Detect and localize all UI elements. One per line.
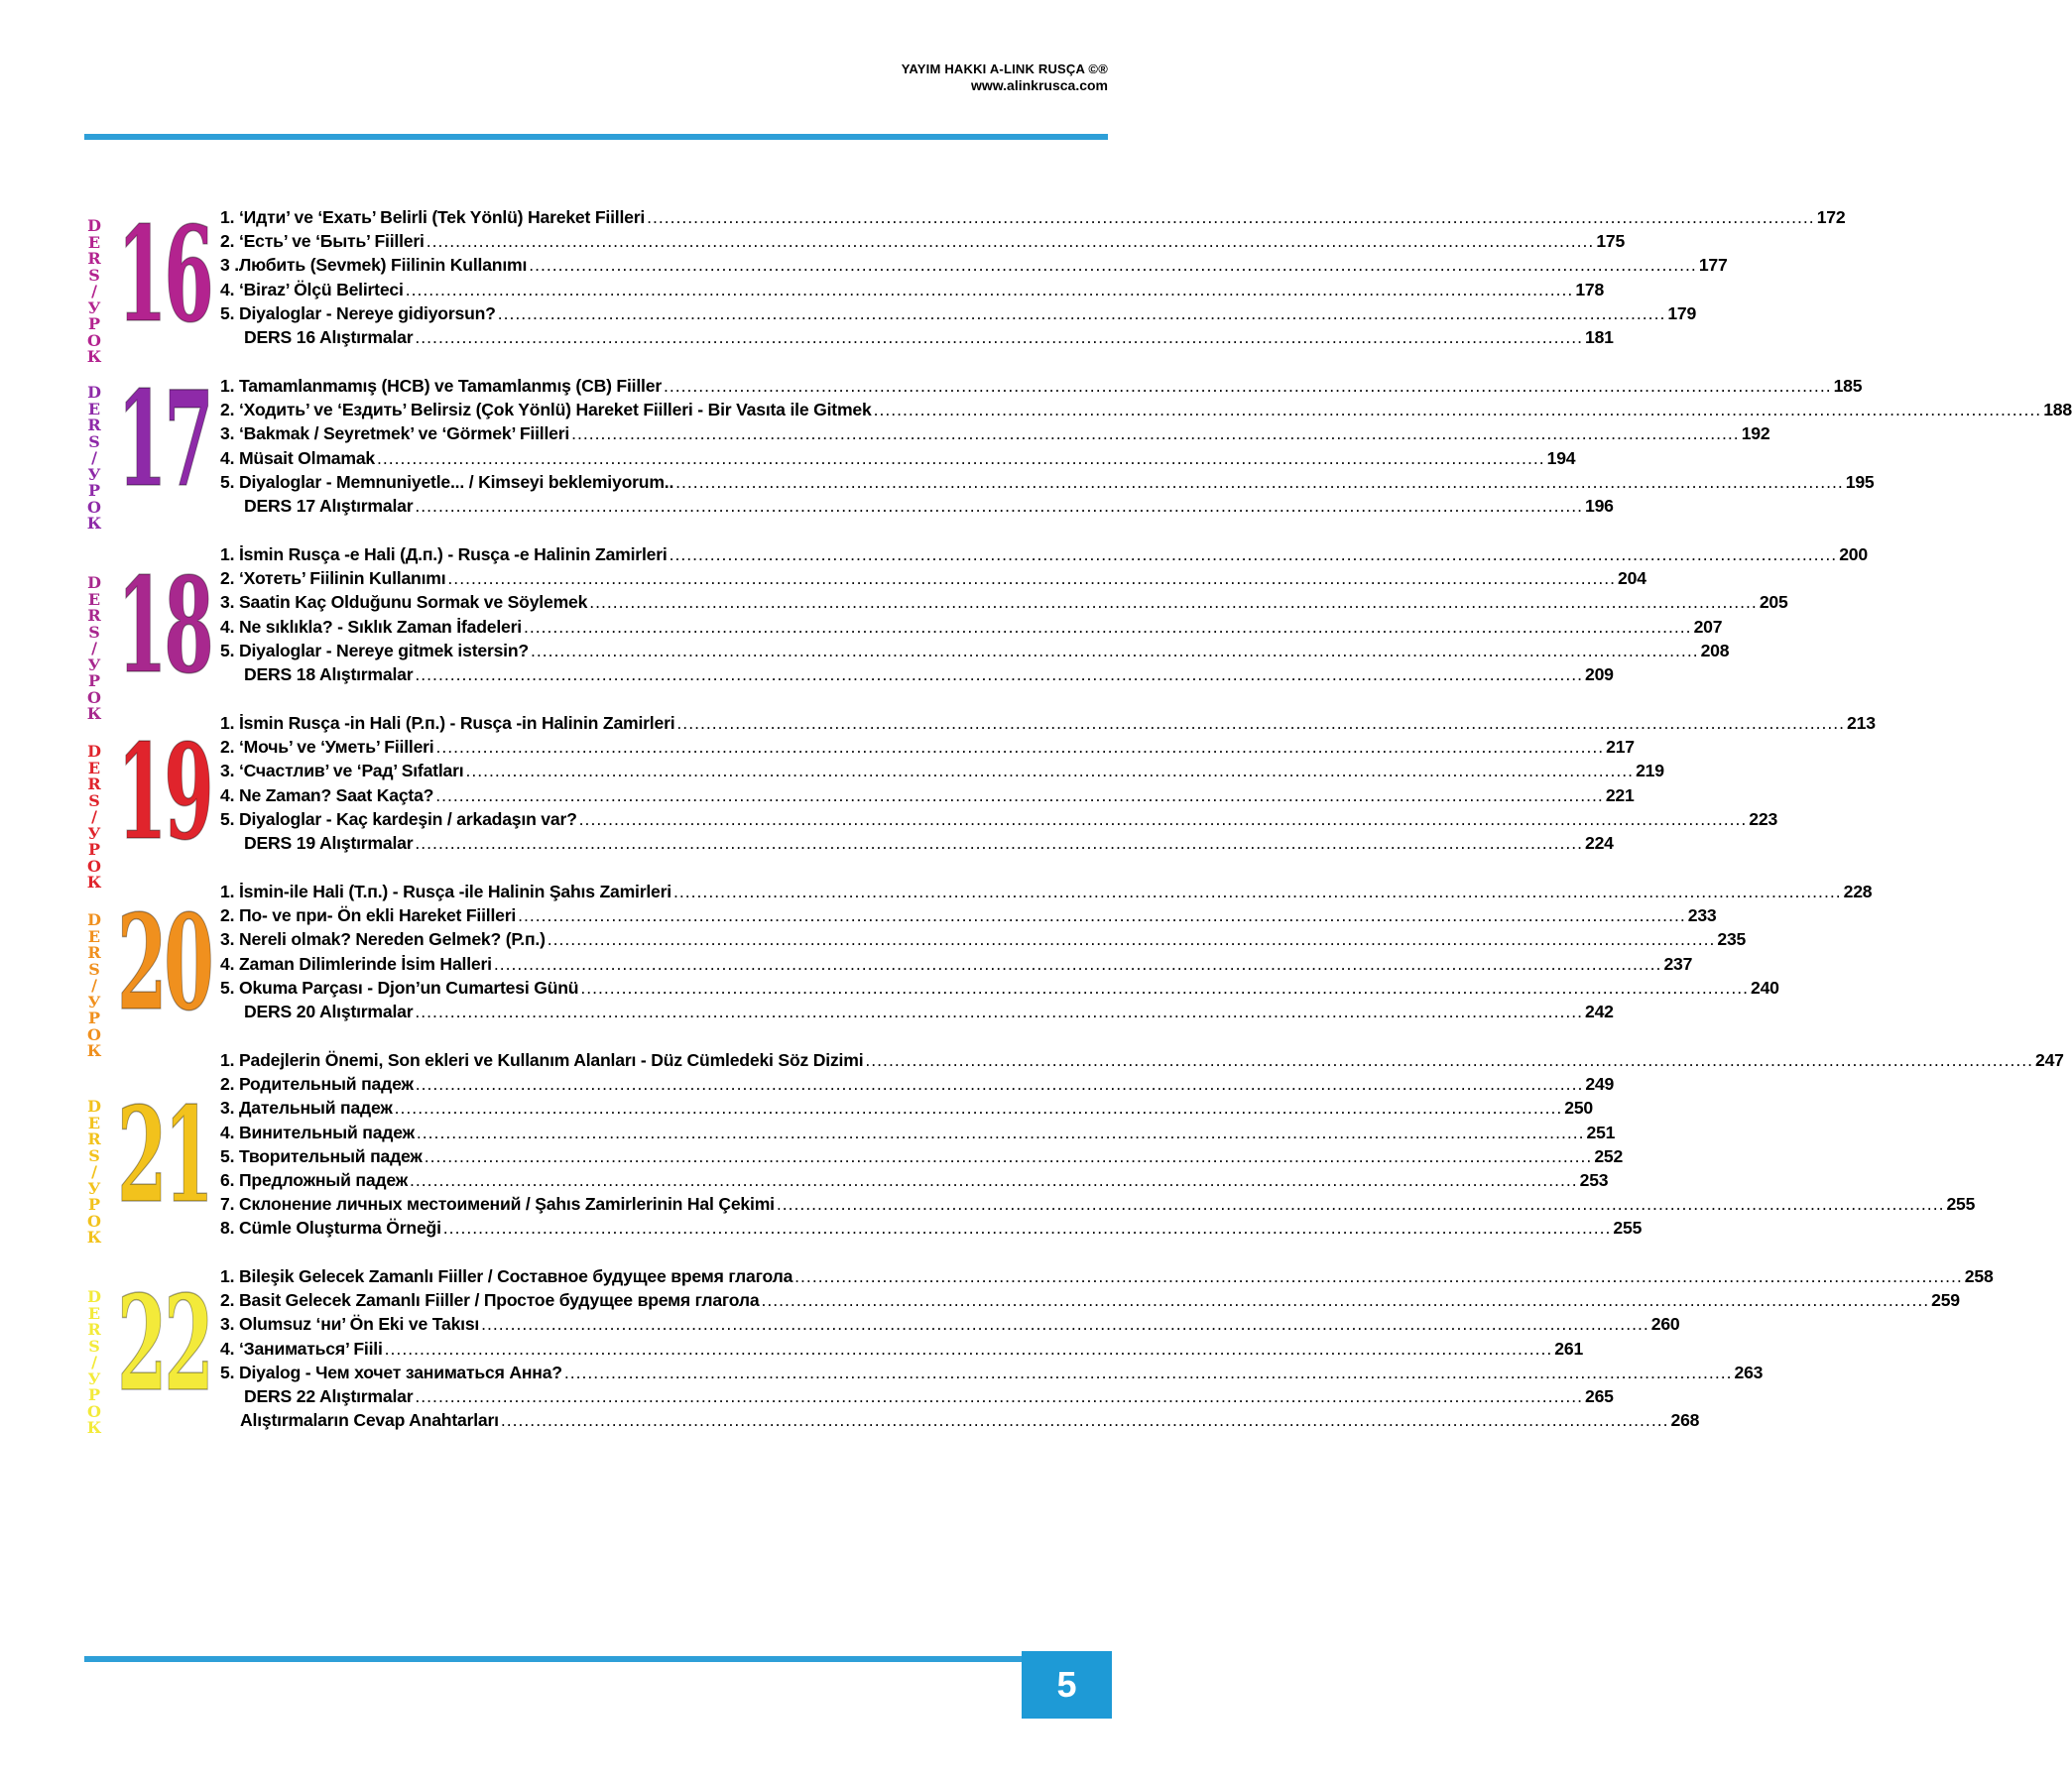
toc-entry[interactable]: [220, 444, 1576, 468]
vertical-label-letter: К: [86, 1228, 102, 1247]
toc-entry-title: DERS 16 Alıştırmalar: [244, 326, 414, 347]
lesson-contents-list: [220, 373, 2072, 517]
toc-entry-page: 178: [1575, 279, 1605, 299]
lesson-number: 19: [117, 716, 211, 870]
dot-leader: ........................................................................................................................................................................................................: [447, 568, 1617, 589]
toc-entry[interactable]: [220, 781, 1635, 805]
toc-entry[interactable]: [220, 1287, 1960, 1311]
toc-entry-page: 268: [1670, 1410, 1700, 1431]
toc-entry-page: 217: [1606, 737, 1635, 758]
vertical-label-letter: S: [88, 265, 100, 285]
vertical-label-letter: Р: [87, 1195, 101, 1214]
vertical-label-letter: S: [88, 790, 100, 810]
copyright-text: YAYIM HAKKI A-LINK RUSÇA ©®: [901, 61, 1108, 76]
vertical-label-letter: /: [91, 976, 97, 995]
toc-entry-page: 223: [1749, 808, 1778, 829]
toc-entry-title: 5. Творительный падеж: [220, 1145, 423, 1166]
toc-entry-page: 172: [1816, 206, 1846, 227]
toc-entry-page: 224: [1585, 832, 1614, 853]
dot-leader: ........................................................................................................................................................................................................: [410, 1169, 1578, 1190]
vertical-label-letter: S: [88, 431, 100, 451]
toc-entry-title: 1. Padejlerin Önemi, Son ekleri ve Kullanım Alanları - Düz Cümledeki Söz Dizimi: [220, 1049, 864, 1070]
toc-entry[interactable]: [220, 1263, 1994, 1287]
toc-entry[interactable]: [220, 397, 2072, 420]
dot-leader: ........................................................................................................................................................................................................: [523, 616, 1692, 637]
toc-entry-title: 3. Nereli olmak? Nereden Gelmek? (Р.п.): [220, 929, 546, 950]
toc-entry-title: 1. İsmin-ile Hali (Т.п.) - Rusça -ile Halinin Şahıs Zamirleri: [220, 881, 671, 901]
dot-leader: ........................................................................................................................................................................................................: [435, 784, 1604, 805]
vertical-label-letter: R: [87, 249, 101, 268]
dot-leader: ........................................................................................................................................................................................................: [435, 737, 1605, 758]
toc-entry[interactable]: [220, 1095, 1594, 1119]
toc-entry-page: 237: [1663, 953, 1693, 974]
website-url[interactable]: www.alinkrusca.com: [971, 77, 1108, 93]
dot-leader: ........................................................................................................................................................................................................: [424, 1145, 1593, 1166]
dot-leader: ........................................................................................................................................................................................................: [571, 423, 1740, 444]
toc-entry[interactable]: [220, 950, 1693, 974]
toc-entry-page: 200: [1839, 543, 1868, 564]
dot-leader: ........................................................................................................................................................................................................: [873, 400, 2042, 420]
dot-leader: ........................................................................................................................................................................................................: [415, 832, 1584, 853]
vertical-label-letter: У: [87, 654, 101, 674]
dot-leader: ........................................................................................................................................................................................................: [676, 712, 1846, 733]
vertical-label-letter: E: [87, 399, 101, 418]
dot-leader: ........................................................................................................................................................................................................: [580, 977, 1749, 998]
toc-entry-page: 196: [1585, 495, 1614, 516]
toc-entry-page: 228: [1843, 881, 1873, 901]
lesson-vertical-label: [83, 744, 105, 892]
toc-entry-page: 247: [2035, 1049, 2064, 1070]
dot-leader: ........................................................................................................................................................................................................: [647, 206, 1815, 227]
dot-leader: ........................................................................................................................................................................................................: [497, 302, 1666, 323]
vertical-label-letter: О: [87, 1211, 101, 1231]
lesson-vertical-label: [83, 1289, 105, 1437]
lesson-contents-list: [220, 204, 1846, 348]
toc-entry-title: 3. ‘Счастлив’ ve ‘Рад’ Sıfatları: [220, 761, 464, 781]
toc-entry-title: 8. Cümle Oluşturma Örneği: [220, 1218, 441, 1239]
toc-entry-page: 242: [1585, 1001, 1614, 1021]
vertical-label-letter: /: [91, 1162, 97, 1181]
toc-entry-title: 2. Родительный падеж: [220, 1074, 414, 1095]
toc-entry-page: 265: [1585, 1385, 1614, 1406]
toc-entry[interactable]: [220, 926, 1747, 950]
vertical-label-letter: E: [87, 926, 101, 946]
dot-leader: ........................................................................................................................................................................................................: [415, 663, 1584, 684]
toc-entry-title: 5. Diyaloglar - Nereye gidiyorsun?: [220, 302, 496, 323]
toc-entry-page: 213: [1847, 712, 1876, 733]
vertical-label-letter: R: [87, 774, 101, 793]
lesson-vertical-label: [83, 218, 105, 366]
vertical-label-letter: D: [87, 1097, 101, 1116]
vertical-label-letter: /: [91, 639, 97, 657]
toc-entry-title: 7. Склонение личных местоимений / Şahıs Zamirlerinin Hal Çekimi: [220, 1194, 775, 1215]
vertical-label-letter: /: [91, 282, 97, 300]
toc-entry[interactable]: [220, 420, 1770, 444]
toc-entry[interactable]: [220, 1335, 1584, 1359]
page-number: 5: [1022, 1651, 1112, 1719]
vertical-label-letter: /: [91, 1353, 97, 1371]
toc-entry-title: 5. Diyaloglar - Memnuniyetle... / Kimseyi beklemiyorum..: [220, 471, 674, 492]
toc-entry-title: Alıştırmaların Cevap Anahtarları: [240, 1410, 499, 1431]
dot-leader: ........................................................................................................................................................................................................: [493, 953, 1662, 974]
toc-entry-title: DERS 20 Alıştırmalar: [244, 1001, 414, 1021]
vertical-label-letter: R: [87, 416, 101, 434]
toc-entry-page: 253: [1579, 1169, 1609, 1190]
vertical-label-letter: R: [87, 943, 101, 962]
lesson-vertical-label: [83, 912, 105, 1060]
toc-entry-page: 259: [1931, 1290, 1960, 1311]
dot-leader: ........................................................................................................................................................................................................: [481, 1314, 1649, 1335]
vertical-label-letter: О: [87, 856, 101, 876]
vertical-label-letter: У: [87, 298, 101, 317]
vertical-label-letter: О: [87, 497, 101, 517]
toc-entry-title: 2. ‘Хотеть’ Fiilinin Kullanımı: [220, 568, 446, 589]
toc-entry[interactable]: [220, 613, 1723, 637]
toc-entry-page: 209: [1585, 663, 1614, 684]
dot-leader: ........................................................................................................................................................................................................: [761, 1290, 1930, 1311]
toc-entry[interactable]: [220, 1407, 1700, 1431]
vertical-label-letter: D: [87, 742, 101, 761]
toc-entry-page: 207: [1693, 616, 1723, 637]
toc-entry-title: 4. ‘Biraz’ Ölçü Belirteci: [220, 279, 404, 299]
toc-entry[interactable]: [220, 1215, 1643, 1239]
vertical-label-letter: О: [87, 1401, 101, 1421]
toc-entry-page: 251: [1586, 1122, 1616, 1142]
toc-entry[interactable]: [220, 758, 1664, 781]
toc-entry-title: 2. По- ve при- Ön ekli Hareket Fiilleri: [220, 905, 517, 926]
vertical-label-letter: У: [87, 1178, 101, 1198]
toc-entry-page: 255: [1946, 1194, 1976, 1215]
lesson-contents-list: [220, 879, 1873, 1022]
toc-entry-page: 175: [1596, 231, 1626, 252]
toc-entry-page: 255: [1613, 1218, 1643, 1239]
lesson-number: 21: [117, 1079, 211, 1233]
toc-entry-page: 204: [1618, 568, 1646, 589]
dot-leader: ........................................................................................................................................................................................................: [563, 1362, 1733, 1382]
vertical-label-letter: У: [87, 823, 101, 843]
toc-entry-page: 208: [1700, 640, 1730, 660]
toc-entry[interactable]: [220, 661, 1614, 685]
toc-entry-page: 233: [1687, 905, 1717, 926]
toc-entry-title: 2. ‘Есть’ ve ‘Быть’ Fiilleri: [220, 231, 425, 252]
dot-leader: ........................................................................................................................................................................................................: [530, 640, 1699, 660]
vertical-label-letter: К: [86, 704, 102, 723]
toc-entry-title: 5. Okuma Parçası - Djon’un Cumartesi Günü: [220, 977, 579, 998]
bottom-divider: [84, 1656, 1108, 1662]
dot-leader: ........................................................................................................................................................................................................: [589, 592, 1758, 613]
vertical-label-letter: К: [86, 347, 102, 366]
vertical-label-letter: D: [87, 573, 101, 592]
vertical-label-letter: Р: [87, 1385, 101, 1404]
toc-entry-title: 2. Basit Gelecek Zamanlı Fiiller / Простое будущее время глагола: [220, 1290, 760, 1311]
toc-entry-page: 194: [1546, 447, 1576, 468]
toc-entry-title: 5. Diyalog - Чем хочет заниматься Анна?: [220, 1362, 562, 1382]
vertical-label-letter: S: [88, 1336, 100, 1356]
toc-entry[interactable]: [220, 1360, 1764, 1383]
toc-entry[interactable]: [220, 830, 1614, 854]
toc-entry[interactable]: [220, 204, 1846, 228]
toc-entry-title: DERS 19 Alıştırmalar: [244, 832, 414, 853]
lesson-contents-list: [220, 541, 1868, 685]
toc-entry-title: 4. Zaman Dilimlerinde İsim Halleri: [220, 953, 492, 974]
lesson-vertical-label: [83, 575, 105, 723]
toc-entry-title: 1. Tamamlanmamış (НСВ) ve Tamamlanmış (СВ) Fiiller: [220, 375, 662, 396]
toc-entry-page: 258: [1964, 1265, 1994, 1286]
toc-entry-page: 195: [1845, 471, 1875, 492]
dot-leader: ........................................................................................................................................................................................................: [578, 808, 1748, 829]
dot-leader: ........................................................................................................................................................................................................: [416, 1122, 1585, 1142]
lesson-number: 16: [117, 198, 211, 352]
toc-entry-page: 261: [1554, 1338, 1584, 1359]
toc-entry[interactable]: [220, 300, 1697, 324]
dot-leader: ........................................................................................................................................................................................................: [865, 1049, 2034, 1070]
toc-entry[interactable]: [220, 228, 1626, 252]
vertical-label-letter: У: [87, 992, 101, 1012]
vertical-label-letter: У: [87, 464, 101, 484]
toc-entry[interactable]: [220, 902, 1717, 926]
lesson-vertical-label: [83, 1099, 105, 1247]
toc-entry-page: 240: [1750, 977, 1779, 998]
toc-entry-title: 3. Дательный падеж: [220, 1098, 393, 1119]
toc-entry-page: 185: [1833, 375, 1863, 396]
toc-entry[interactable]: [220, 734, 1635, 758]
vertical-label-letter: Р: [87, 671, 101, 690]
dot-leader: ........................................................................................................................................................................................................: [669, 543, 1838, 564]
toc-entry[interactable]: [220, 1383, 1614, 1407]
toc-entry-page: 219: [1636, 761, 1664, 781]
toc-entry-title: DERS 22 Alıştırmalar: [244, 1385, 414, 1406]
toc-entry[interactable]: [220, 493, 1614, 517]
toc-entry[interactable]: [220, 276, 1605, 299]
toc-entry-page: 263: [1734, 1362, 1764, 1382]
vertical-label-letter: D: [87, 383, 101, 402]
toc-entry[interactable]: [220, 1311, 1680, 1335]
toc-entry-page: 177: [1698, 255, 1728, 276]
vertical-label-letter: К: [86, 514, 102, 533]
lesson-number: 18: [117, 549, 211, 703]
toc-entry-page: 250: [1564, 1098, 1594, 1119]
toc-entry[interactable]: [220, 1191, 1976, 1215]
vertical-label-letter: У: [87, 1368, 101, 1388]
vertical-label-letter: /: [91, 807, 97, 826]
vertical-label-letter: E: [87, 232, 101, 252]
vertical-label-letter: О: [87, 330, 101, 350]
toc-entry-title: 4. Müsait Olmamak: [220, 447, 375, 468]
toc-entry-title: 5. Diyaloglar - Kaç kardeşin / arkadaşın var?: [220, 808, 577, 829]
vertical-label-letter: Р: [87, 1009, 101, 1027]
toc-entry[interactable]: [220, 324, 1614, 348]
lesson-contents-list: [220, 710, 1876, 854]
lesson-number: 22: [117, 1267, 211, 1421]
toc-entry-title: 3. Saatin Kaç Olduğunu Sormak ve Söylemek: [220, 592, 588, 613]
toc-entry-page: 179: [1667, 302, 1697, 323]
vertical-label-letter: О: [87, 687, 101, 707]
dot-leader: ........................................................................................................................................................................................................: [675, 471, 1844, 492]
vertical-label-letter: S: [88, 1145, 100, 1165]
toc-entry-title: 3. ‘Bakmak / Seyretmek’ ve ‘Görmek’ Fiilleri: [220, 423, 570, 444]
vertical-label-letter: E: [87, 758, 101, 777]
toc-entry-title: 2. ‘Мочь’ ve ‘Уметь’ Fiilleri: [220, 737, 434, 758]
toc-entry-title: 4. Ne sıklıkla? - Sıklık Zaman İfadeleri: [220, 616, 522, 637]
toc-entry-title: 1. İsmin Rusça -e Hali (Д.п.) - Rusça -e Halinin Zamirleri: [220, 543, 668, 564]
toc-entry[interactable]: [220, 541, 1868, 565]
toc-entry-title: 5. Diyaloglar - Nereye gitmek istersin?: [220, 640, 529, 660]
toc-entry[interactable]: [220, 975, 1779, 999]
toc-entry-page: 221: [1605, 784, 1635, 805]
toc-entry-title: 4. Ne Zaman? Saat Kaçta?: [220, 784, 434, 805]
dot-leader: ........................................................................................................................................................................................................: [405, 279, 1574, 299]
vertical-label-letter: E: [87, 589, 101, 609]
dot-leader: ........................................................................................................................................................................................................: [794, 1265, 1963, 1286]
vertical-label-letter: К: [86, 1418, 102, 1437]
vertical-label-letter: S: [88, 622, 100, 642]
dot-leader: ........................................................................................................................................................................................................: [415, 495, 1584, 516]
dot-leader: ........................................................................................................................................................................................................: [663, 375, 1832, 396]
toc-entry[interactable]: [220, 1167, 1609, 1191]
vertical-label-letter: E: [87, 1303, 101, 1323]
toc-entry-title: DERS 18 Alıştırmalar: [244, 663, 414, 684]
toc-entry-title: 3 .Любить (Sevmek) Fiilinin Kullanımı: [220, 255, 528, 276]
vertical-label-letter: S: [88, 959, 100, 979]
vertical-label-letter: К: [86, 1041, 102, 1060]
dot-leader: ........................................................................................................................................................................................................: [465, 761, 1635, 781]
toc-entry-page: 235: [1717, 929, 1747, 950]
vertical-label-letter: E: [87, 1113, 101, 1132]
vertical-label-letter: R: [87, 606, 101, 625]
toc-entry-page: 205: [1759, 592, 1788, 613]
dot-leader: ........................................................................................................................................................................................................: [394, 1098, 1563, 1119]
vertical-label-letter: D: [87, 910, 101, 929]
lesson-number: 20: [117, 887, 211, 1040]
toc-entry[interactable]: [220, 1143, 1624, 1167]
lesson-contents-list: [220, 1263, 1994, 1431]
vertical-label-letter: R: [87, 1320, 101, 1339]
dot-leader: ........................................................................................................................................................................................................: [415, 1074, 1584, 1095]
dot-leader: ........................................................................................................................................................................................................: [547, 929, 1716, 950]
vertical-label-letter: R: [87, 1130, 101, 1148]
toc-entry-title: 3. Olumsuz ‘ни’ Ön Eki ve Takısı: [220, 1314, 480, 1335]
toc-entry[interactable]: [220, 638, 1730, 661]
dot-leader: ........................................................................................................................................................................................................: [426, 231, 1595, 252]
vertical-label-letter: О: [87, 1024, 101, 1044]
dot-leader: ........................................................................................................................................................................................................: [442, 1218, 1612, 1239]
toc-entry-title: 1. Bileşik Gelecek Zamanlı Fiiller / Составное будущее время глагола: [220, 1265, 793, 1286]
toc-entry-page: 249: [1585, 1074, 1615, 1095]
toc-entry[interactable]: [220, 999, 1614, 1022]
toc-entry-page: 188: [2043, 400, 2072, 420]
toc-entry[interactable]: [220, 589, 1788, 613]
toc-entry[interactable]: [220, 1047, 2064, 1071]
toc-entry-title: 1. ‘Идти’ ve ‘Ехать’ Belirli (Tek Yönlü) Hareket Fiilleri: [220, 206, 646, 227]
vertical-label-letter: Р: [87, 840, 101, 859]
toc-entry-title: 4. Винительный падеж: [220, 1122, 415, 1142]
dot-leader: ........................................................................................................................................................................................................: [518, 905, 1686, 926]
dot-leader: ........................................................................................................................................................................................................: [415, 326, 1584, 347]
dot-leader: ........................................................................................................................................................................................................: [384, 1338, 1553, 1359]
toc-entry[interactable]: [220, 565, 1646, 589]
vertical-label-letter: К: [86, 873, 102, 892]
toc-entry-title: 4. ‘Заниматься’ Fiili: [220, 1338, 383, 1359]
toc-entry-title: 2. ‘Ходить’ ve ‘Ездить’ Belirsiz (Çok Yönlü) Hareket Fiilleri - Bir Vasıta ile Gitmek: [220, 400, 872, 420]
toc-entry[interactable]: [220, 1119, 1616, 1142]
toc-entry-page: 260: [1650, 1314, 1680, 1335]
vertical-label-letter: D: [87, 216, 101, 235]
toc-entry-page: 192: [1741, 423, 1770, 444]
dot-leader: ........................................................................................................................................................................................................: [376, 447, 1545, 468]
toc-entry[interactable]: [220, 373, 1863, 397]
vertical-label-letter: Р: [87, 481, 101, 500]
toc-entry-title: DERS 17 Alıştırmalar: [244, 495, 414, 516]
lesson-number: 17: [117, 363, 211, 517]
toc-entry[interactable]: [220, 710, 1876, 734]
vertical-label-letter: Р: [87, 314, 101, 333]
toc-entry-page: 252: [1594, 1145, 1624, 1166]
vertical-label-letter: /: [91, 448, 97, 467]
dot-leader: ........................................................................................................................................................................................................: [776, 1194, 1945, 1215]
lesson-vertical-label: [83, 385, 105, 533]
toc-entry[interactable]: [220, 469, 1875, 493]
dot-leader: ........................................................................................................................................................................................................: [672, 881, 1842, 901]
dot-leader: ........................................................................................................................................................................................................: [415, 1385, 1584, 1406]
toc-entry-page: 181: [1585, 326, 1614, 347]
toc-entry[interactable]: [220, 806, 1778, 830]
dot-leader: ........................................................................................................................................................................................................: [529, 255, 1697, 276]
toc-entry-title: 1. İsmin Rusça -in Hali (Р.п.) - Rusça -in Halinin Zamirleri: [220, 712, 675, 733]
toc-entry[interactable]: [220, 879, 1873, 902]
toc-entry-title: 6. Предложный падеж: [220, 1169, 409, 1190]
lesson-contents-list: [220, 1047, 2064, 1240]
vertical-label-letter: D: [87, 1287, 101, 1306]
toc-entry[interactable]: [220, 1071, 1615, 1095]
dot-leader: ........................................................................................................................................................................................................: [415, 1001, 1584, 1021]
toc-entry[interactable]: [220, 252, 1728, 276]
dot-leader: ........................................................................................................................................................................................................: [500, 1410, 1669, 1431]
